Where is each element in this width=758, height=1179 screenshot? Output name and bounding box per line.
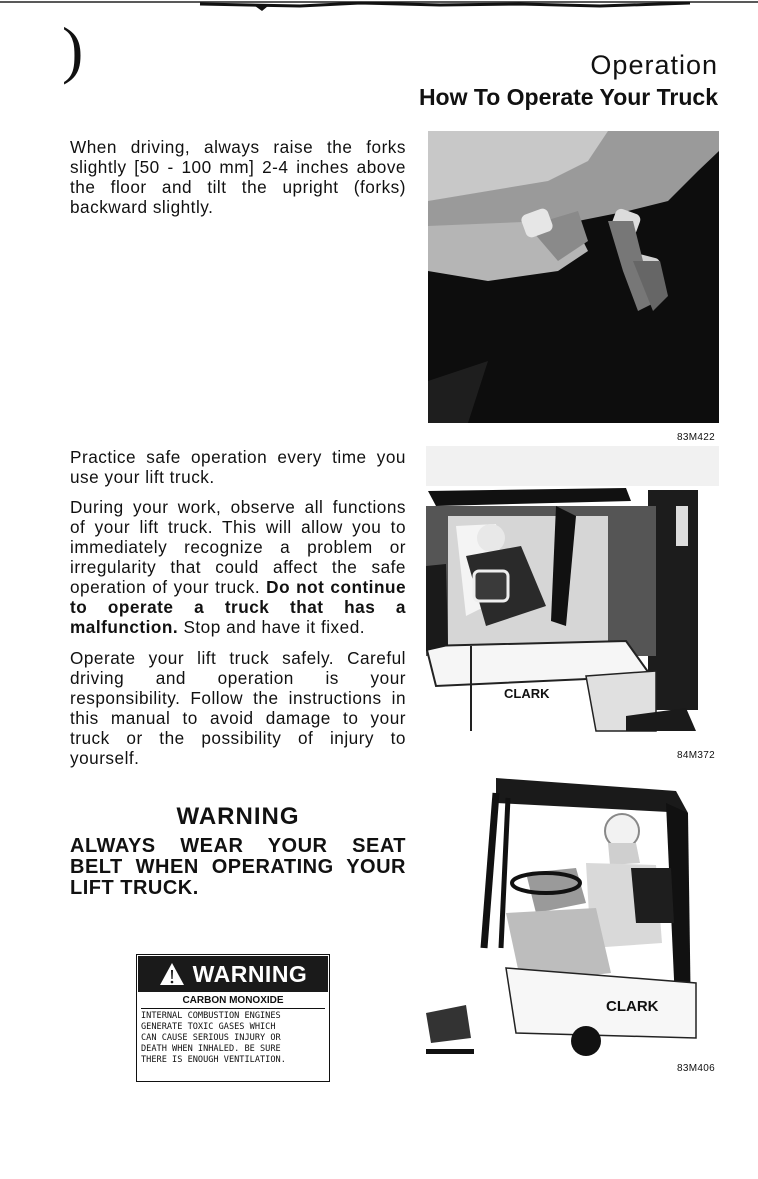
warning-heading: WARNING bbox=[176, 803, 300, 830]
clark-brand-text: CLARK bbox=[606, 998, 659, 1015]
label-line: GENERATE TOXIC GASES WHICH bbox=[141, 1022, 276, 1032]
page-top-edge bbox=[0, 0, 758, 14]
warning-triangle-icon bbox=[159, 962, 185, 986]
label-line: DEATH WHEN INHALED. BE SURE bbox=[141, 1044, 281, 1054]
emphasis-text: Do not continue to operate a truck that has a malfunction. bbox=[70, 577, 406, 637]
operator-cab-photo bbox=[426, 446, 719, 744]
binding-mark: ) bbox=[62, 14, 84, 85]
figure-caption: 83M406 bbox=[677, 1063, 715, 1074]
label-line: CAN CAUSE SERIOUS INJURY OR bbox=[141, 1033, 281, 1043]
warning-text: ALWAYS WEAR YOUR SEAT BELT WHEN OPERATING YOUR LIFT TRUCK. bbox=[70, 835, 406, 899]
page-title: How To Operate Your Truck bbox=[418, 84, 718, 110]
label-banner bbox=[138, 956, 328, 992]
carbon-monoxide-label bbox=[136, 954, 330, 1082]
figure-caption: 84M372 bbox=[677, 750, 715, 761]
paragraph-text: Stop and have it fixed. bbox=[178, 617, 366, 637]
label-line: INTERNAL COMBUSTION ENGINES bbox=[141, 1011, 281, 1021]
paragraph-fork-position: When driving, always raise the forks slightly [50 - 100 mm] 2-4 inches above the floor and tilt the upright (forks) backward slightly. bbox=[70, 137, 406, 217]
paragraph-operate-safely: Operate your lift truck safely. Careful driving and operation is your responsibility. Follow the instructions in this manual to avoid damage to your truck or the possibility of injury to yourself. bbox=[70, 648, 406, 768]
label-line: THERE IS ENOUGH VENTILATION. bbox=[141, 1055, 286, 1065]
label-banner-text: WARNING bbox=[192, 960, 308, 987]
paragraph-text: During your work, observe all functions of your lift truck. This will allow you to immediately recognize a problem or irregularity that could affect the safe operation of your truck. bbox=[70, 497, 406, 597]
clark-brand-text: CLARK bbox=[504, 686, 550, 701]
paragraph-observe-functions bbox=[70, 497, 406, 637]
paragraph-safe-operation: Practice safe operation every time you use your lift truck. bbox=[70, 447, 406, 487]
control-levers-photo bbox=[428, 131, 719, 423]
operator-hardhat-photo bbox=[426, 773, 719, 1056]
label-subtitle: CARBON MONOXIDE bbox=[141, 992, 325, 1009]
section-title: Operation bbox=[590, 50, 718, 80]
label-text bbox=[137, 1009, 329, 1068]
figure-caption: 83M422 bbox=[677, 432, 715, 443]
